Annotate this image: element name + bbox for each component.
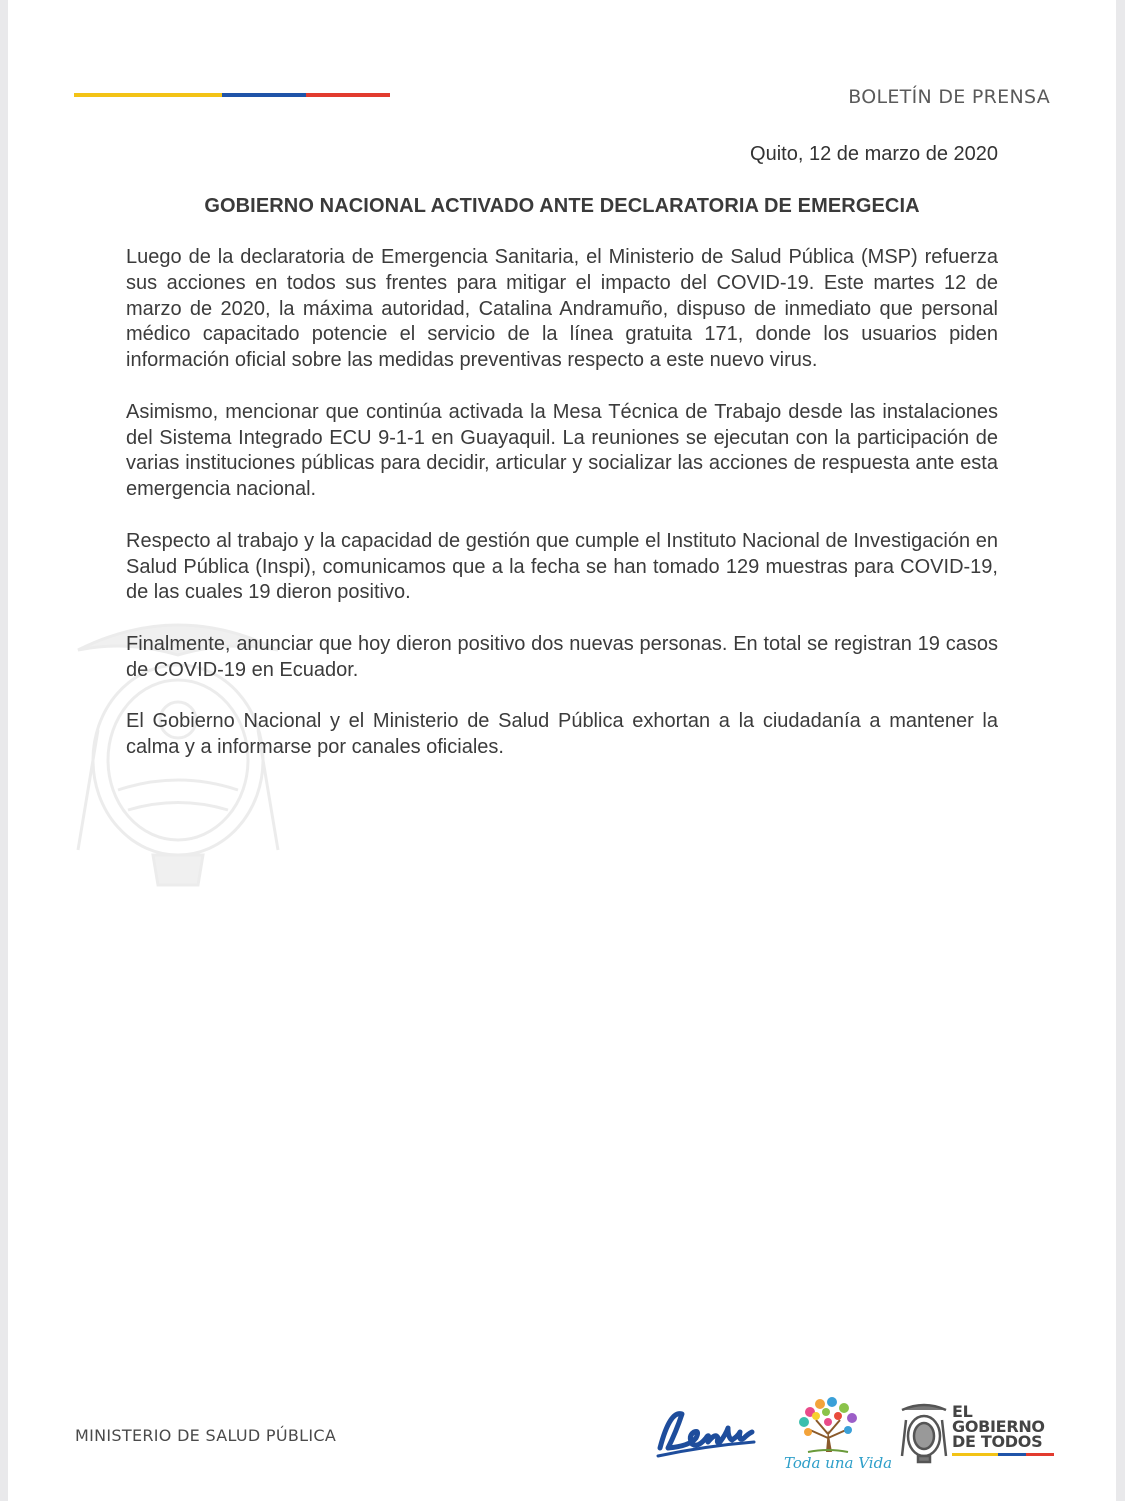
gov-wordmark-line: DE TODOS xyxy=(952,1432,1043,1451)
gov-wordmark-line: EL xyxy=(952,1402,973,1421)
press-bulletin-label: BOLETÍN DE PRENSA xyxy=(848,86,1050,108)
gov-red-stripe xyxy=(1026,1453,1054,1456)
toda-una-vida-caption: Toda una Vida xyxy=(784,1454,893,1472)
flag-blue-stripe xyxy=(222,93,306,97)
flag-color-bar xyxy=(74,93,390,97)
gobierno-de-todos-wordmark xyxy=(952,1404,1045,1449)
paragraph: Finalmente, anunciar que hoy dieron positivo dos nuevas personas. En total se registran 19 casos de COVID-19 en Ecuador. xyxy=(126,632,998,681)
paragraph: Luego de la declaratoria de Emergencia Sanitaria, el Ministerio de Salud Pública (MSP) refuerza sus acciones en todos sus frentes para mitigar el impacto del COVID-19. Este martes 12 de marzo de 2020, la máxima autoridad, Catalina Andramuño, dispuso de inmediato que personal médico capacitado potencie el servicio de la línea gratuita 171, donde los usuarios piden información oficial sobre las medidas preventivas respecto a este nuevo virus. xyxy=(126,246,998,372)
press-release-page xyxy=(8,0,1116,1501)
paragraph: Asimismo, mencionar que continúa activada la Mesa Técnica de Trabajo desde las instalaciones del Sistema Integrado ECU 9-1-1 en Guayaquil. La reuniones se ejecutan con la participación de varias instituciones públicas para decidir, articular y socializar las acciones de respuesta ante esta emergencia nacional. xyxy=(126,400,998,501)
gov-flag-stripe xyxy=(952,1453,1054,1456)
paragraph: Respecto al trabajo y la capacidad de gestión que cumple el Instituto Nacional de Investigación en Salud Pública (Inspi), comunicamos que a la fecha se han tomado 129 muestras para COVID-19, de las cuales 19 dieron positivo. xyxy=(126,529,998,604)
gov-yellow-stripe xyxy=(952,1453,998,1456)
date-line: Quito, 12 de marzo de 2020 xyxy=(750,143,998,165)
flag-red-stripe xyxy=(306,93,390,97)
paragraph: El Gobierno Nacional y el Ministerio de Salud Pública exhortan a la ciudadanía a mantener la calma y a informarse por canales oficiales. xyxy=(126,710,998,759)
ministry-name-footer: MINISTERIO DE SALUD PÚBLICA xyxy=(75,1426,337,1445)
press-headline: GOBIERNO NACIONAL ACTIVADO ANTE DECLARATORIA DE EMERGECIA xyxy=(204,195,920,217)
gov-wordmark-line: GOBIERNO xyxy=(952,1417,1045,1436)
flag-yellow-stripe xyxy=(74,93,222,97)
gov-blue-stripe xyxy=(998,1453,1026,1456)
lenin-signature-logo-icon xyxy=(650,1402,760,1464)
body-text xyxy=(126,245,998,787)
